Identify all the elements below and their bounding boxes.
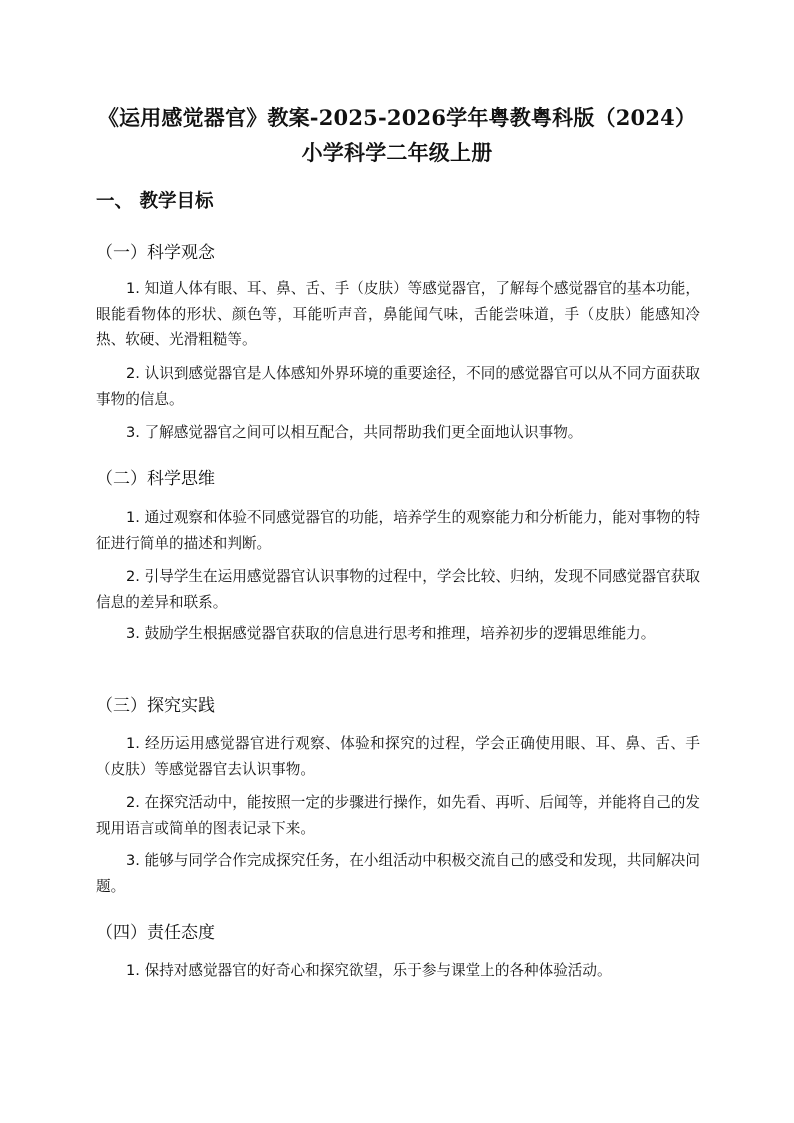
paragraph: 2. 引导学生在运用感觉器官认识事物的过程中，学会比较、归纳，发现不同感觉器官获取信息的差异和联系。 xyxy=(96,568,700,611)
paragraph: 2. 在探究活动中，能按照一定的步骤进行操作，如先看、再听、后闻等，并能将自己的发现用语言或简单的图表记录下来。 xyxy=(96,794,700,837)
section-heading-teaching-goals: 一、 教学目标 xyxy=(96,191,214,212)
subsection-heading-science-concepts: （一）科学观念 xyxy=(96,243,215,263)
paragraph: 1. 通过观察和体验不同感觉器官的功能，培养学生的观察能力和分析能力，能对事物的特征进行简单的描述和判断。 xyxy=(96,509,700,552)
paragraph: 1. 知道人体有眼、耳、鼻、舌、手（皮肤）等感觉器官，了解每个感觉器官的基本功能，眼能看物体的形状、颜色等，耳能听声音，鼻能闻气味，舌能尝味道，手（皮肤）能感知冷热、软硬、光滑粗糙等。 xyxy=(96,280,700,348)
paragraph: 2. 认识到感觉器官是人体感知外界环境的重要途径，不同的感觉器官可以从不同方面获取事物的信息。 xyxy=(96,365,700,408)
paragraph: 3. 鼓励学生根据感觉器官获取的信息进行思考和推理，培养初步的逻辑思维能力。 xyxy=(126,625,656,642)
paragraph: 1. 经历运用感觉器官进行观察、体验和探究的过程，学会正确使用眼、耳、鼻、舌、手（皮肤）等感觉器官去认识事物。 xyxy=(96,735,700,778)
subsection-heading-inquiry-practice: （三）探究实践 xyxy=(96,696,215,716)
subsection-heading-responsibility-attitude: （四）责任态度 xyxy=(96,923,215,943)
paragraph: 3. 能够与同学合作完成探究任务，在小组活动中积极交流自己的感受和发现，共同解决问题。 xyxy=(96,852,700,895)
subsection-heading-science-thinking: （二）科学思维 xyxy=(96,469,215,489)
paragraph: 1. 保持对感觉器官的好奇心和探究欲望，乐于参与课堂上的各种体验活动。 xyxy=(126,962,612,979)
paragraph: 3. 了解感觉器官之间可以相互配合，共同帮助我们更全面地认识事物。 xyxy=(126,424,583,441)
document-title: 《运用感觉器官》教案-2025-2026学年粤教粤科版（2024）小学科学二年级上册 xyxy=(97,105,697,165)
